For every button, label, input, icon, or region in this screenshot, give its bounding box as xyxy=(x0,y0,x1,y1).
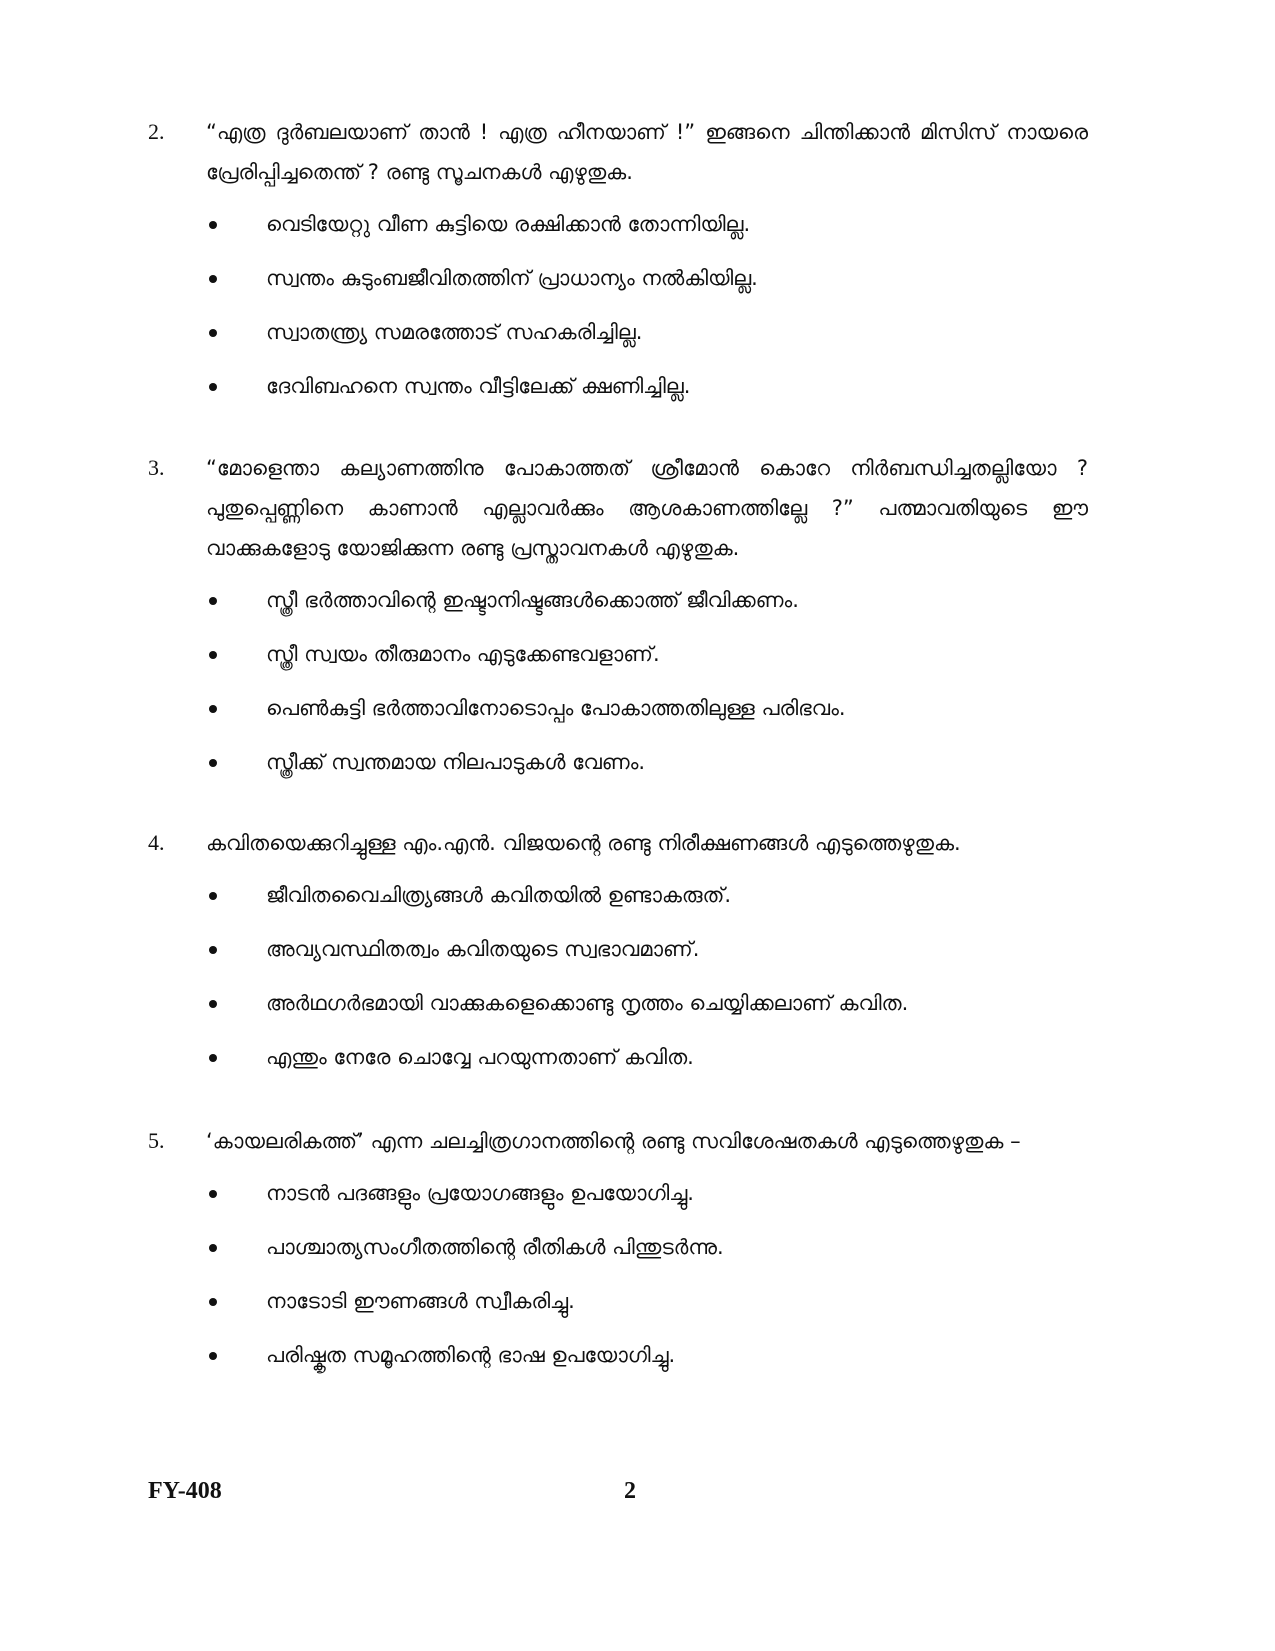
question-text: “മോളെന്താ കല്യാണത്തിനു പോകാത്തത് ശ്രീമോൻ കൊറേ നിർബന്ധിച്ചതല്ലിയോ ? പുതുപ്പെണ്ണിനെ കാണാൻ എല്ലാവർക്കും ആശകാണത്തില്ലേ ?” പത്മാവതിയുടെ ഈ വാക്കുകളോടു യോജിക്കുന്ന രണ്ടു പ്രസ്താവനകൾ എഴുതുക. xyxy=(206,456,1088,560)
option-text: നാടോടി ഈണങ്ങൾ സ്വീകരിച്ചു. xyxy=(266,1289,575,1313)
bullet-icon xyxy=(209,946,217,954)
option-text: സ്വാതന്ത്ര്യ സമരത്തോട് സഹകരിച്ചില്ല. xyxy=(266,320,643,344)
option-item xyxy=(148,742,1088,796)
bullet-icon xyxy=(209,275,217,283)
question-5 xyxy=(148,1121,1088,1389)
option-item xyxy=(148,875,1088,929)
question-text: കവിതയെക്കുറിച്ചുള്ള എം.എൻ. വിജയന്റെ രണ്ടു നിരീക്ഷണങ്ങൾ എടുത്തെഴുതുക. xyxy=(206,831,961,855)
option-item xyxy=(148,580,1088,634)
option-item xyxy=(148,366,1088,420)
option-text: ദേവിബഹനെ സ്വന്തം വീട്ടിലേക്ക് ക്ഷണിച്ചില്ല. xyxy=(266,374,691,398)
option-item xyxy=(148,1037,1088,1091)
option-text: എന്തും നേരേ ചൊവ്വേ പറയുന്നതാണ് കവിത. xyxy=(266,1045,694,1069)
bullet-icon xyxy=(209,892,217,900)
bullet-icon xyxy=(209,759,217,767)
bullet-icon xyxy=(209,1298,217,1306)
bullet-icon xyxy=(209,221,217,229)
option-item xyxy=(148,1281,1088,1335)
option-text: അവ്യവസ്ഥിതത്വം കവിതയുടെ സ്വഭാവമാണ്. xyxy=(266,937,700,961)
question-2 xyxy=(148,112,1088,420)
bullet-icon xyxy=(209,651,217,659)
bullet-icon xyxy=(209,383,217,391)
question-number: 3. xyxy=(148,455,165,480)
page-number: 2 xyxy=(624,1478,636,1504)
option-list xyxy=(148,875,1088,1091)
question-text: ‘കായലരികത്ത്’ എന്ന ചലച്ചിത്രഗാനത്തിന്റെ രണ്ടു സവിശേഷതകൾ എടുത്തെഴുതുക – xyxy=(206,1129,1021,1153)
bullet-icon xyxy=(209,1244,217,1252)
option-item xyxy=(148,929,1088,983)
option-text: സ്ത്രീക്ക് സ്വന്തമായ നിലപാടുകൾ വേണം. xyxy=(266,750,646,774)
question-text: “എത്ര ദുർബലയാണ് താൻ ! എത്ര ഹീനയാണ് !” ഇങ്ങനെ ചിന്തിക്കാൻ മിസിസ് നായരെ പ്രേരിപ്പിച്ചതെന്ത് ? രണ്ടു സൂചനകൾ എഴുതുക. xyxy=(206,120,1088,184)
option-item xyxy=(148,258,1088,312)
bullet-icon xyxy=(209,1054,217,1062)
option-text: അർഥഗർഭമായി വാക്കുകളെക്കൊണ്ടു നൃത്തം ചെയ്യിക്കലാണ് കവിത. xyxy=(266,991,909,1015)
option-list xyxy=(148,204,1088,420)
option-item xyxy=(148,1227,1088,1281)
option-text: പാശ്ചാത്യസംഗീതത്തിന്റെ രീതികൾ പിന്തുടർന്നു. xyxy=(266,1235,724,1259)
question-number: 5. xyxy=(148,1128,165,1153)
question-header xyxy=(148,1121,1088,1161)
question-header xyxy=(148,448,1088,568)
option-text: സ്ത്രീ ഭർത്താവിന്റെ ഇഷ്ടാനിഷ്ടങ്ങൾക്കൊത്ത് ജീവിക്കണം. xyxy=(266,588,799,612)
question-4 xyxy=(148,823,1088,1091)
question-number: 2. xyxy=(148,119,165,144)
option-text: നാടൻ പദങ്ങളും പ്രയോഗങ്ങളും ഉപയോഗിച്ചു. xyxy=(266,1181,694,1205)
option-item xyxy=(148,983,1088,1037)
bullet-icon xyxy=(209,329,217,337)
question-3 xyxy=(148,448,1088,796)
option-list xyxy=(148,580,1088,796)
option-text: സ്വന്തം കുടുംബജീവിതത്തിന് പ്രാധാന്യം നൽകിയില്ല. xyxy=(266,266,758,290)
option-text: ജീവിതവൈചിത്ര്യങ്ങൾ കവിതയിൽ ഉണ്ടാകരുത്. xyxy=(266,883,732,907)
option-item xyxy=(148,688,1088,742)
option-item xyxy=(148,1173,1088,1227)
bullet-icon xyxy=(209,1000,217,1008)
bullet-icon xyxy=(209,1352,217,1360)
question-header xyxy=(148,823,1088,863)
option-text: സ്ത്രീ സ്വയം തീരുമാനം എടുക്കേണ്ടവളാണ്. xyxy=(266,642,660,666)
question-number: 4. xyxy=(148,830,165,855)
option-item xyxy=(148,634,1088,688)
option-text: പരിഷ്കൃത സമൂഹത്തിന്റെ ഭാഷ ഉപയോഗിച്ചു. xyxy=(266,1343,676,1367)
option-list xyxy=(148,1173,1088,1389)
bullet-icon xyxy=(209,597,217,605)
option-text: വെടിയേറ്റു വീണ കുട്ടിയെ രക്ഷിക്കാൻ തോന്നിയില്ല. xyxy=(266,212,751,236)
bullet-icon xyxy=(209,705,217,713)
option-text: പെൺകുട്ടി ഭർത്താവിനോടൊപ്പം പോകാത്തതിലുള്ള പരിഭവം. xyxy=(266,696,846,720)
paper-code: FY-408 xyxy=(148,1478,222,1504)
option-item xyxy=(148,1335,1088,1389)
option-item xyxy=(148,204,1088,258)
bullet-icon xyxy=(209,1190,217,1198)
question-header xyxy=(148,112,1088,192)
option-item xyxy=(148,312,1088,366)
